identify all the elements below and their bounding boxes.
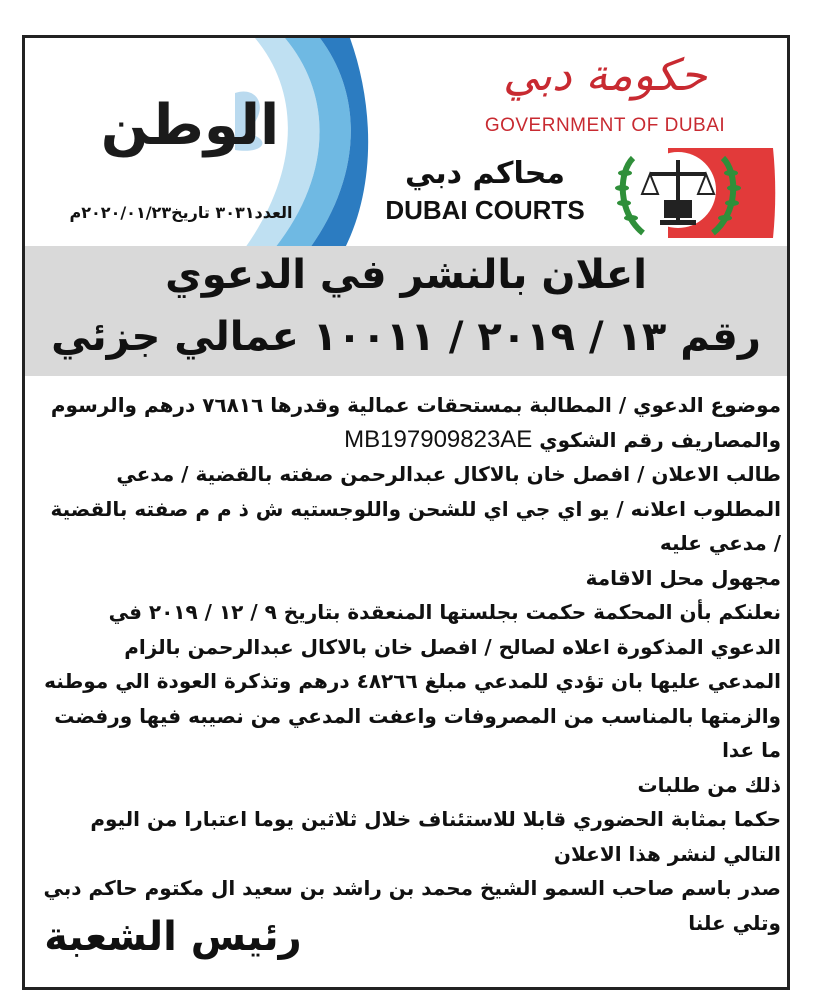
body-line: صدر باسم صاحب السمو الشيخ محمد بن راشد بن سعيد ال مكتوم حاكم دبي <box>43 876 781 900</box>
body-line: والزمتها بالمناسب من المصروفات واعفت المدعي من نصيبه فيها ورفضت ما عدا <box>54 703 781 762</box>
courts-name-english: DUBAI COURTS <box>385 195 585 225</box>
newspaper-logo <box>25 38 375 248</box>
body-line <box>33 423 781 458</box>
newspaper-name: الوطن <box>100 93 280 158</box>
notice-title: اعلان بالنشر في الدعوي <box>165 252 647 298</box>
signature: رئيس الشعبة <box>44 914 302 960</box>
complaint-number: MB197909823AE <box>344 425 533 453</box>
body-line: مجهول محل الاقامة <box>585 565 781 590</box>
body-line: التالي لنشر هذا الاعلان <box>553 841 781 866</box>
government-name-arabic: حكومة دبي <box>503 50 707 101</box>
body-line: نعلنكم بأن المحكمة حكمت بجلستها المنعقدة بتاريخ ٩ / ١٢ / ٢٠١٩ في <box>108 600 781 624</box>
body-line: طالب الاعلان / افصل خان بالاكال عبدالرحمن صفته بالقضية / مدعي <box>116 462 781 486</box>
courts-name-arabic: محاكم دبي <box>405 156 565 191</box>
body-line: الدعوي المذكورة اعلاه لصالح / افصل خان بالاكال عبدالرحمن بالزام <box>124 634 781 659</box>
scales-of-justice-icon <box>598 138 778 243</box>
issue-info: العدد٣٠٣١ تاريخ٢٠٢٠/٠١/٢٣م <box>69 203 293 222</box>
body-line: موضوع الدعوي / المطالبة بمستحقات عمالية وقدرها ٧٦٨١٦ درهم والرسوم <box>50 393 781 417</box>
body-line: / مدعي عليه <box>659 531 781 555</box>
body-line: المطلوب اعلانه / يو اي جي اي للشحن واللوجستيه ش ذ م م صفته بالقضية <box>50 496 781 521</box>
body-line: المدعي عليها بان تؤدي للمدعي مبلغ ٤٨٢٦٦ درهم وتذكرة العودة الي موطنه <box>44 669 781 693</box>
body-line: وتلي علنا <box>688 910 781 935</box>
body-line-text: والمصاريف رقم الشكوي <box>539 427 781 452</box>
notice-frame <box>22 35 790 990</box>
title-block <box>25 246 787 376</box>
case-number: رقم ١٣ / ٢٠١٩ / ١٠٠١١ عمالي جزئي <box>51 314 761 360</box>
notice-body <box>33 388 781 940</box>
body-line: حكما بمثابة الحضوري قابلا للاستئناف خلال ثلاثين يوما اعتبارا من اليوم <box>90 807 781 831</box>
body-line: ذلك من طلبات <box>637 772 781 797</box>
government-name-english: GOVERNMENT OF DUBAI <box>484 115 726 136</box>
